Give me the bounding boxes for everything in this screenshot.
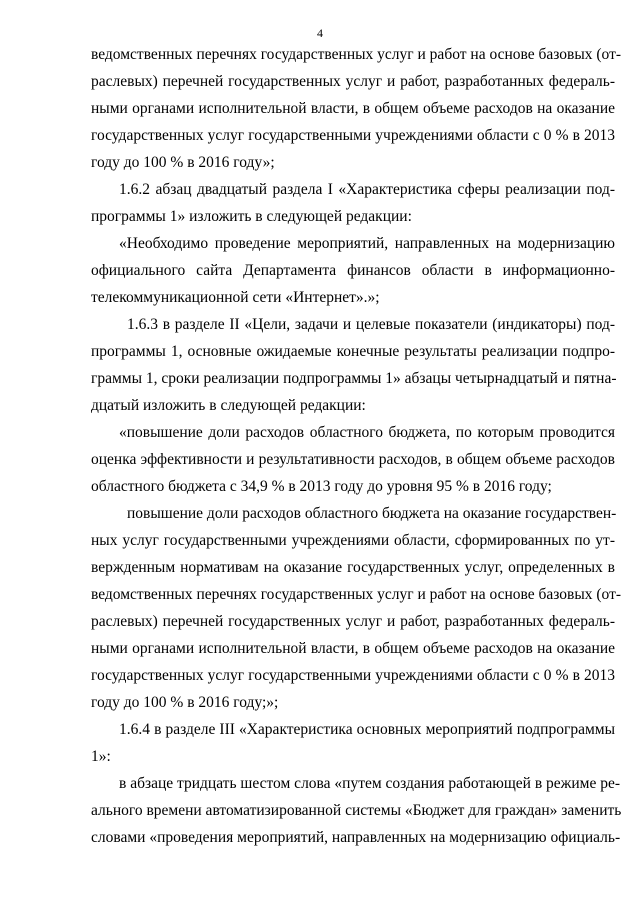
text-line: официального сайта Департамента финансов области в информационно-	[91, 262, 615, 279]
text-line: дцатый изложить в следующей редакции:	[91, 397, 366, 414]
text-line: программы 1, основные ожидаемые конечные результаты реализации подпро-	[91, 343, 615, 360]
text-line: ального времени автоматизированной системы «Бюджет для граждан» заменить	[91, 802, 622, 819]
text-line: ных услуг государственными учреждениями области, сформированных по ут-	[91, 532, 615, 549]
text-line: 1.6.2 абзац двадцатый раздела I «Характеристика сферы реализации под-	[119, 181, 615, 198]
text-line: ными органами исполнительной власти, в общем объеме расходов на оказание	[91, 640, 615, 657]
text-line: году до 100 % в 2016 году»;	[91, 154, 275, 171]
text-line: в абзаце тридцать шестом слова «путем создания работающей в режиме ре-	[119, 775, 621, 792]
page-number: 4	[317, 26, 323, 40]
text-line: ведомственных перечнях государственных услуг и работ на основе базовых (от-	[91, 46, 622, 63]
text-line: областного бюджета с 34,9 % в 2013 году до уровня 95 % в 2016 году;	[91, 478, 552, 495]
text-line: году до 100 % в 2016 году;»;	[91, 694, 279, 711]
text-line: повышение доли расходов областного бюджета на оказание государствен-	[127, 505, 617, 522]
text-line: граммы 1, сроки реализации подпрограммы 1» абзацы четырнадцатый и пятна-	[91, 370, 617, 387]
text-line: словами «проведения мероприятий, направленных на модернизацию официаль-	[91, 829, 621, 846]
text-line: 1.6.4 в разделе III «Характеристика основных мероприятий подпрограммы	[119, 721, 615, 738]
text-line: 1.6.3 в разделе II «Цели, задачи и целевые показатели (индикаторы) под-	[127, 316, 615, 333]
text-line: раслевых) перечней государственных услуг и работ, разработанных федераль-	[91, 613, 615, 630]
text-line: раслевых) перечней государственных услуг и работ, разработанных федераль-	[91, 73, 615, 90]
text-line: телекоммуникационной сети «Интернет».»;	[91, 289, 380, 306]
text-line: «повышение доли расходов областного бюджета, по которым проводится	[119, 424, 615, 441]
text-line: государственных услуг государственными учреждениями области с 0 % в 2013	[91, 667, 615, 684]
text-line: государственных услуг государственными учреждениями области с 0 % в 2013	[91, 127, 615, 144]
text-line: ными органами исполнительной власти, в общем объеме расходов на оказание	[91, 100, 615, 117]
text-line: оценка эффективности и результативности расходов, в общем объеме расходов	[91, 451, 615, 468]
text-line: ведомственных перечнях государственных услуг и работ на основе базовых (от-	[91, 586, 622, 603]
text-line: «Необходимо проведение мероприятий, направленных на модернизацию	[119, 235, 615, 252]
text-line: вержденным нормативам на оказание государственных услуг, определенных в	[91, 559, 615, 576]
text-line: 1»:	[91, 748, 111, 765]
text-line: программы 1» изложить в следующей редакции:	[91, 208, 412, 225]
